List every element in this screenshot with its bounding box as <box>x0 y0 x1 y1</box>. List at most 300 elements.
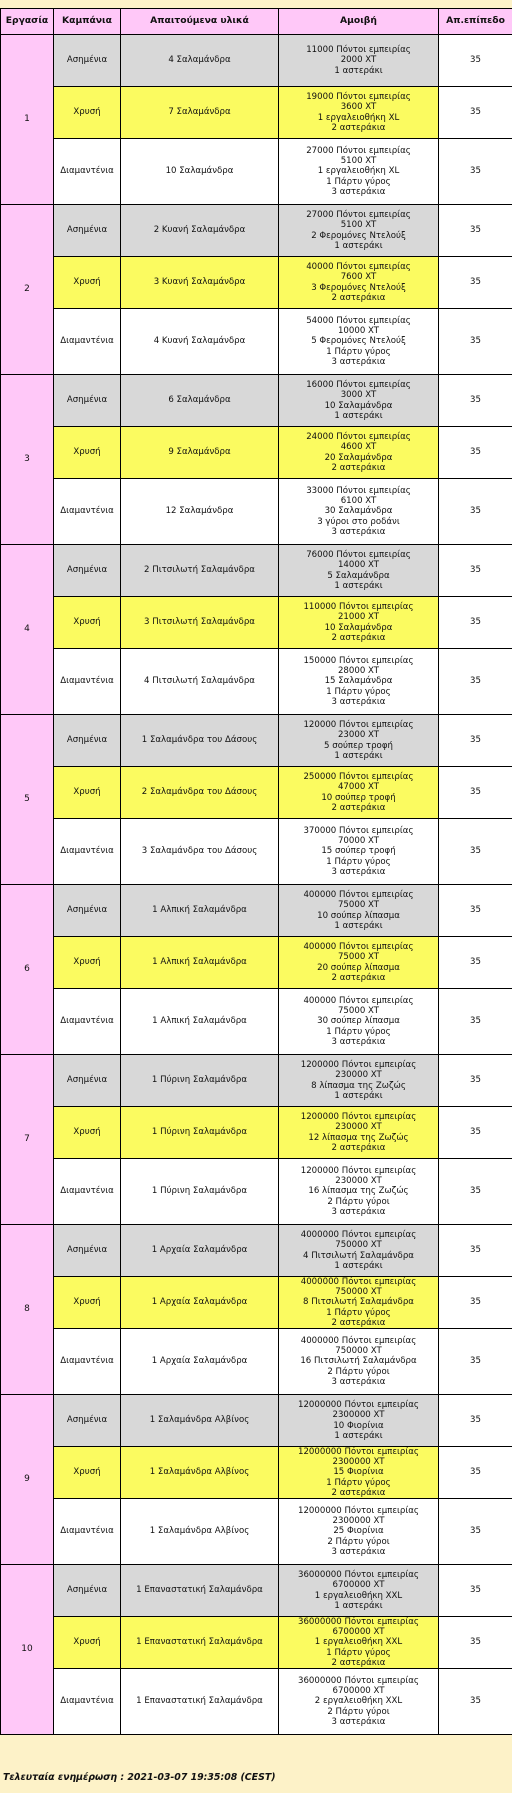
reward-line: 3 αστεράκια <box>331 1546 386 1557</box>
table-row <box>1 819 512 885</box>
reward-line: 3 αστεράκια <box>331 696 386 707</box>
required-level: 35 <box>439 1499 512 1565</box>
quest-number: 6 <box>1 885 54 1055</box>
table-row <box>1 375 512 427</box>
reward-line: 2000 XT <box>340 55 377 66</box>
reward-line: 4000000 Πόντοι εμπειρίας <box>300 1277 417 1287</box>
reward-line: 2300000 XT <box>332 1457 385 1468</box>
reward-line: 27000 Πόντοι εμπειρίας <box>306 210 411 221</box>
required-level: 35 <box>439 649 512 715</box>
reward-line: 19000 Πόντοι εμπειρίας <box>306 92 411 103</box>
campaign-tier: Ασημένια <box>54 35 121 87</box>
reward-line: 2 αστεράκια <box>331 122 386 133</box>
reward-line: 3 αστεράκια <box>331 356 386 367</box>
table-row <box>1 1395 512 1447</box>
campaign-tier: Διαμαντένια <box>54 479 121 545</box>
table-row <box>1 1277 512 1329</box>
required-level: 35 <box>439 1277 512 1329</box>
required-materials: 1 Αλπική Σαλαμάνδρα <box>121 885 279 937</box>
reward-line: 1 αστεράκι <box>334 240 383 251</box>
required-materials: 1 Πύρινη Σαλαμάνδρα <box>121 1055 279 1107</box>
reward-line: 5100 XT <box>340 220 377 231</box>
quest-number: 10 <box>1 1565 54 1735</box>
reward-line: 3 αστεράκια <box>331 1716 386 1727</box>
reward-line: 7600 XT <box>340 272 377 283</box>
reward-line: 1 Πάρτυ γύρος <box>326 1307 391 1318</box>
table-row <box>1 87 512 139</box>
reward-line: 76000 Πόντοι εμπειρίας <box>306 550 411 561</box>
reward-line: 3600 XT <box>340 102 377 113</box>
reward-line: 10 Σαλαμάνδρα <box>324 622 393 633</box>
reward-line: 14000 XT <box>337 560 380 571</box>
required-level: 35 <box>439 139 512 205</box>
reward-line: 47000 XT <box>337 782 380 793</box>
reward-line: 400000 Πόντοι εμπειρίας <box>303 890 414 901</box>
reward-line: 3 Φερομόνες Ντελούξ <box>311 282 406 293</box>
campaign-tier: Διαμαντένια <box>54 309 121 375</box>
reward-line: 1 Πάρτυ γύρος <box>326 346 391 357</box>
reward-line: 230000 XT <box>335 1176 382 1187</box>
required-level: 35 <box>439 1395 512 1447</box>
reward-line: 1 αστεράκι <box>334 410 383 421</box>
required-materials: 1 Πύρινη Σαλαμάνδρα <box>121 1159 279 1225</box>
last-updated: Τελευταία ενημέρωση : 2021-03-07 19:35:08 (CEST) <box>3 1772 276 1783</box>
reward-line: 2 αστεράκια <box>331 292 386 303</box>
table-header <box>1 9 512 35</box>
required-level: 35 <box>439 1159 512 1225</box>
reward-line: 750000 XT <box>335 1240 382 1251</box>
campaign-tier: Χρυσή <box>54 1617 121 1669</box>
required-materials: 1 Αλπική Σαλαμάνδρα <box>121 989 279 1055</box>
required-level: 35 <box>439 545 512 597</box>
reward-line: 1 Πάρτυ γύρος <box>326 1477 391 1488</box>
required-materials: 3 Πιτσιλωτή Σαλαμάνδρα <box>121 597 279 649</box>
required-materials: 6 Σαλαμάνδρα <box>121 375 279 427</box>
reward-line: 2 αστεράκια <box>331 462 386 473</box>
table-row <box>1 1159 512 1225</box>
reward-line: 400000 Πόντοι εμπειρίας <box>303 995 414 1006</box>
table-row <box>1 1617 512 1669</box>
required-materials: 7 Σαλαμάνδρα <box>121 87 279 139</box>
reward-line: 2 Πάρτυ γύροι <box>327 1706 390 1717</box>
reward-line: 12 λίπασμα της Ζωζώς <box>308 1132 409 1143</box>
reward-line: 230000 XT <box>335 1122 382 1133</box>
campaign-tier: Διαμαντένια <box>54 649 121 715</box>
reward-cell <box>279 1159 439 1225</box>
reward-cell <box>279 1225 439 1277</box>
table-row <box>1 427 512 479</box>
reward-line: 4600 XT <box>340 442 377 453</box>
reward-cell <box>279 257 439 309</box>
required-materials: 1 Επαναστατική Σαλαμάνδρα <box>121 1617 279 1669</box>
reward-cell <box>279 715 439 767</box>
reward-line: 36000000 Πόντοι εμπειρίας <box>298 1617 419 1628</box>
reward-cell <box>279 375 439 427</box>
reward-line: 2 αστεράκια <box>331 632 386 643</box>
required-level: 35 <box>439 35 512 87</box>
reward-cell <box>279 885 439 937</box>
reward-line: 12000000 Πόντοι εμπειρίας <box>298 1400 419 1411</box>
campaign-tier: Χρυσή <box>54 1447 121 1499</box>
table-row <box>1 309 512 375</box>
reward-line: 6700000 XT <box>332 1580 385 1591</box>
reward-cell <box>279 309 439 375</box>
header-row <box>1 9 512 35</box>
reward-line: 15 Φιορίνια <box>333 1467 384 1478</box>
quest-number: 7 <box>1 1055 54 1225</box>
reward-line: 2 εργαλειοθήκη XXL <box>314 1696 403 1707</box>
reward-line: 75000 XT <box>337 1006 380 1017</box>
table-row <box>1 1669 512 1735</box>
reward-cell <box>279 937 439 989</box>
campaign-tier: Ασημένια <box>54 715 121 767</box>
reward-cell <box>279 205 439 257</box>
reward-line: 15 Σαλαμάνδρα <box>324 676 393 687</box>
reward-line: 11000 Πόντοι εμπειρίας <box>306 45 411 56</box>
campaign-tier: Διαμαντένια <box>54 989 121 1055</box>
reward-line: 16000 Πόντοι εμπειρίας <box>306 380 411 391</box>
reward-line: 5100 XT <box>340 156 377 167</box>
reward-cell <box>279 87 439 139</box>
campaign-tier: Ασημένια <box>54 1565 121 1617</box>
reward-line: 2 αστεράκια <box>331 1317 386 1328</box>
reward-line: 1 Πάρτυ γύρος <box>326 1647 391 1658</box>
required-level: 35 <box>439 1447 512 1499</box>
table-row <box>1 767 512 819</box>
required-materials: 4 Σαλαμάνδρα <box>121 35 279 87</box>
required-level: 35 <box>439 597 512 649</box>
table-row <box>1 545 512 597</box>
reward-line: 1 Πάρτυ γύρος <box>326 856 391 867</box>
reward-line: 3000 XT <box>340 390 377 401</box>
required-level: 35 <box>439 1107 512 1159</box>
reward-line: 33000 Πόντοι εμπειρίας <box>306 485 411 496</box>
required-materials: 1 Σαλαμάνδρα Αλβίνος <box>121 1447 279 1499</box>
reward-line: 30 Σαλαμάνδρα <box>324 506 393 517</box>
required-materials: 1 Επαναστατική Σαλαμάνδρα <box>121 1565 279 1617</box>
reward-line: 54000 Πόντοι εμπειρίας <box>306 315 411 326</box>
required-level: 35 <box>439 885 512 937</box>
reward-line: 3 αστεράκια <box>331 1206 386 1217</box>
required-level: 35 <box>439 1329 512 1395</box>
campaign-tier: Ασημένια <box>54 375 121 427</box>
reward-line: 3 αστεράκια <box>331 1036 386 1047</box>
table-row <box>1 479 512 545</box>
reward-line: 1 αστεράκι <box>334 1600 383 1611</box>
quest-number: 1 <box>1 35 54 205</box>
header-campaign: Καμπάνια <box>54 9 121 35</box>
quest-number: 8 <box>1 1225 54 1395</box>
header-quest: Εργασία <box>1 9 54 35</box>
reward-cell <box>279 1329 439 1395</box>
reward-line: 120000 Πόντοι εμπειρίας <box>303 720 414 731</box>
reward-line: 10 Σαλαμάνδρα <box>324 400 393 411</box>
reward-line: 28000 XT <box>337 666 380 677</box>
reward-cell <box>279 1499 439 1565</box>
reward-line: 2 αστεράκια <box>331 972 386 983</box>
campaign-tier: Διαμαντένια <box>54 1329 121 1395</box>
required-materials: 1 Αρχαία Σαλαμάνδρα <box>121 1225 279 1277</box>
reward-line: 2 Πάρτυ γύροι <box>327 1366 390 1377</box>
reward-line: 3 γύροι στο ροδάνι <box>317 516 400 527</box>
reward-line: 8 λίπασμα της Ζωζώς <box>311 1080 406 1091</box>
required-materials: 3 Κυανή Σαλαμάνδρα <box>121 257 279 309</box>
reward-line: 3 αστεράκια <box>331 1376 386 1387</box>
reward-line: 1 εργαλειοθήκη XL <box>317 166 400 177</box>
campaign-tier: Χρυσή <box>54 597 121 649</box>
campaign-tier: Διαμαντένια <box>54 139 121 205</box>
reward-line: 150000 Πόντοι εμπειρίας <box>303 655 414 666</box>
header-materials: Απαιτούμενα υλικά <box>121 9 279 35</box>
reward-cell <box>279 1107 439 1159</box>
reward-cell <box>279 479 439 545</box>
campaign-tier: Χρυσή <box>54 1107 121 1159</box>
table-row <box>1 1565 512 1617</box>
required-level: 35 <box>439 1669 512 1735</box>
reward-line: 12000000 Πόντοι εμπειρίας <box>298 1447 419 1458</box>
reward-line: 230000 XT <box>335 1070 382 1081</box>
reward-line: 110000 Πόντοι εμπειρίας <box>303 602 414 613</box>
reward-line: 2 Πάρτυ γύροι <box>327 1536 390 1547</box>
reward-line: 4000000 Πόντοι εμπειρίας <box>300 1230 417 1241</box>
required-level: 35 <box>439 937 512 989</box>
table-row <box>1 1107 512 1159</box>
required-materials: 4 Κυανή Σαλαμάνδρα <box>121 309 279 375</box>
table-row <box>1 885 512 937</box>
quest-number: 4 <box>1 545 54 715</box>
reward-line: 1200000 Πόντοι εμπειρίας <box>300 1165 417 1176</box>
required-materials: 10 Σαλαμάνδρα <box>121 139 279 205</box>
required-materials: 1 Σαλαμάνδρα Αλβίνος <box>121 1499 279 1565</box>
quest-number: 9 <box>1 1395 54 1565</box>
required-level: 35 <box>439 1055 512 1107</box>
reward-cell <box>279 1055 439 1107</box>
campaign-tier: Χρυσή <box>54 87 121 139</box>
reward-cell <box>279 545 439 597</box>
reward-line: 3 αστεράκια <box>331 526 386 537</box>
reward-cell <box>279 35 439 87</box>
reward-line: 4 Πιτσιλωτή Σαλαμάνδρα <box>303 1250 414 1261</box>
table-row <box>1 257 512 309</box>
reward-line: 1 εργαλειοθήκη XXL <box>314 1590 403 1601</box>
reward-line: 24000 Πόντοι εμπειρίας <box>306 432 411 443</box>
reward-line: 1200000 Πόντοι εμπειρίας <box>300 1112 417 1123</box>
reward-cell <box>279 1395 439 1447</box>
required-materials: 1 Αρχαία Σαλαμάνδρα <box>121 1277 279 1329</box>
header-reward: Αμοιβή <box>279 9 439 35</box>
reward-line: 5 Φερομόνες Ντελούξ <box>311 336 406 347</box>
reward-line: 3 αστεράκια <box>331 186 386 197</box>
campaign-tier: Χρυσή <box>54 427 121 479</box>
campaign-tier: Χρυσή <box>54 937 121 989</box>
reward-line: 3 αστεράκια <box>331 866 386 877</box>
required-materials: 1 Αλπική Σαλαμάνδρα <box>121 937 279 989</box>
reward-line: 2 αστεράκια <box>331 1487 386 1498</box>
reward-line: 5 Σαλαμάνδρα <box>327 570 390 581</box>
reward-line: 2 αστεράκια <box>331 802 386 813</box>
reward-cell <box>279 1669 439 1735</box>
reward-line: 15 σούπερ τροφή <box>321 846 396 857</box>
required-materials: 3 Σαλαμάνδρα του Δάσους <box>121 819 279 885</box>
campaign-tier: Διαμαντένια <box>54 1499 121 1565</box>
campaign-tier: Χρυσή <box>54 1277 121 1329</box>
campaign-tier: Χρυσή <box>54 257 121 309</box>
reward-line: 1 εργαλειοθήκη XXL <box>314 1637 403 1648</box>
reward-line: 75000 XT <box>337 900 380 911</box>
required-level: 35 <box>439 819 512 885</box>
campaign-tier: Ασημένια <box>54 545 121 597</box>
reward-line: 1 αστεράκι <box>334 920 383 931</box>
required-level: 35 <box>439 427 512 479</box>
required-materials: 1 Σαλαμάνδρα του Δάσους <box>121 715 279 767</box>
required-materials: 1 Πύρινη Σαλαμάνδρα <box>121 1107 279 1159</box>
required-materials: 1 Αρχαία Σαλαμάνδρα <box>121 1329 279 1395</box>
reward-line: 1 αστεράκι <box>334 1090 383 1101</box>
reward-line: 36000000 Πόντοι εμπειρίας <box>298 1676 419 1687</box>
required-level: 35 <box>439 715 512 767</box>
reward-line: 1 εργαλειοθήκη XL <box>317 112 400 123</box>
table-row <box>1 649 512 715</box>
reward-cell <box>279 427 439 479</box>
reward-line: 70000 XT <box>337 836 380 847</box>
reward-line: 2 αστεράκια <box>331 1657 386 1668</box>
campaign-tier: Διαμαντένια <box>54 1669 121 1735</box>
quest-number: 2 <box>1 205 54 375</box>
reward-line: 2300000 XT <box>332 1410 385 1421</box>
table-row <box>1 1329 512 1395</box>
required-materials: 2 Πιτσιλωτή Σαλαμάνδρα <box>121 545 279 597</box>
reward-line: 20 Σαλαμάνδρα <box>324 452 393 463</box>
required-materials: 12 Σαλαμάνδρα <box>121 479 279 545</box>
reward-line: 16 Πιτσιλωτή Σαλαμάνδρα <box>300 1356 417 1367</box>
reward-line: 2 Πάρτυ γύροι <box>327 1196 390 1207</box>
campaign-tier: Διαμαντένια <box>54 1159 121 1225</box>
reward-line: 1 Πάρτυ γύρος <box>326 1026 391 1037</box>
reward-line: 21000 XT <box>337 612 380 623</box>
required-level: 35 <box>439 479 512 545</box>
reward-line: 10 σούπερ τροφή <box>321 792 396 803</box>
reward-line: 370000 Πόντοι εμπειρίας <box>303 825 414 836</box>
quest-number: 3 <box>1 375 54 545</box>
reward-line: 750000 XT <box>335 1346 382 1357</box>
reward-cell <box>279 767 439 819</box>
reward-cell <box>279 1277 439 1329</box>
table-row <box>1 937 512 989</box>
required-level: 35 <box>439 1225 512 1277</box>
reward-line: 1200000 Πόντοι εμπειρίας <box>300 1060 417 1071</box>
reward-line: 12000000 Πόντοι εμπειρίας <box>298 1506 419 1517</box>
table-row <box>1 989 512 1055</box>
required-materials: 4 Πιτσιλωτή Σαλαμάνδρα <box>121 649 279 715</box>
required-materials: 1 Επαναστατική Σαλαμάνδρα <box>121 1669 279 1735</box>
reward-line: 20 σούπερ λίπασμα <box>317 962 400 973</box>
reward-line: 36000000 Πόντοι εμπειρίας <box>298 1570 419 1581</box>
reward-line: 40000 Πόντοι εμπειρίας <box>306 262 411 273</box>
reward-line: 6700000 XT <box>332 1686 385 1697</box>
reward-line: 25 Φιορίνια <box>333 1526 384 1537</box>
reward-line: 8 Πιτσιλωτή Σαλαμάνδρα <box>303 1297 414 1308</box>
reward-line: 10000 XT <box>337 326 380 337</box>
campaign-tier: Ασημένια <box>54 1395 121 1447</box>
required-materials: 1 Σαλαμάνδρα Αλβίνος <box>121 1395 279 1447</box>
campaign-tier: Διαμαντένια <box>54 819 121 885</box>
table-row <box>1 1225 512 1277</box>
reward-cell <box>279 1617 439 1669</box>
table-row <box>1 139 512 205</box>
reward-line: 1 Πάρτυ γύρος <box>326 176 391 187</box>
table-row <box>1 35 512 87</box>
campaign-tier: Χρυσή <box>54 767 121 819</box>
reward-line: 6700000 XT <box>332 1627 385 1638</box>
table-row <box>1 1499 512 1565</box>
required-level: 35 <box>439 1565 512 1617</box>
required-level: 35 <box>439 767 512 819</box>
required-level: 35 <box>439 1617 512 1669</box>
reward-cell <box>279 139 439 205</box>
required-level: 35 <box>439 375 512 427</box>
reward-line: 750000 XT <box>335 1287 382 1298</box>
reward-line: 1 αστεράκι <box>334 580 383 591</box>
required-level: 35 <box>439 309 512 375</box>
reward-cell <box>279 1565 439 1617</box>
reward-line: 6100 XT <box>340 496 377 507</box>
table-body <box>1 35 512 1735</box>
reward-line: 5 σούπερ τροφή <box>324 740 393 751</box>
reward-cell <box>279 819 439 885</box>
reward-cell <box>279 1447 439 1499</box>
reward-line: 1 αστεράκι <box>334 1430 383 1441</box>
reward-line: 30 σούπερ λίπασμα <box>317 1016 400 1027</box>
reward-line: 16 λίπασμα της Ζωζώς <box>308 1186 409 1197</box>
campaign-tier: Ασημένια <box>54 205 121 257</box>
required-materials: 2 Κυανή Σαλαμάνδρα <box>121 205 279 257</box>
reward-line: 1 αστεράκι <box>334 65 383 76</box>
table-row <box>1 597 512 649</box>
campaign-tier: Ασημένια <box>54 1225 121 1277</box>
reward-line: 4000000 Πόντοι εμπειρίας <box>300 1336 417 1346</box>
reward-line: 1 Πάρτυ γύρος <box>326 686 391 697</box>
table-row <box>1 205 512 257</box>
reward-line: 2 αστεράκια <box>331 1142 386 1153</box>
table-row <box>1 1055 512 1107</box>
required-materials: 2 Σαλαμάνδρα του Δάσους <box>121 767 279 819</box>
required-level: 35 <box>439 205 512 257</box>
required-level: 35 <box>439 989 512 1055</box>
required-level: 35 <box>439 257 512 309</box>
reward-line: 1 αστεράκι <box>334 750 383 761</box>
reward-line: 250000 Πόντοι εμπειρίας <box>303 772 414 783</box>
required-level: 35 <box>439 87 512 139</box>
required-materials: 9 Σαλαμάνδρα <box>121 427 279 479</box>
reward-line: 1 αστεράκι <box>334 1260 383 1271</box>
header-level: Απ.επίπεδο <box>439 9 512 35</box>
reward-line: 2300000 XT <box>332 1516 385 1527</box>
campaign-tier: Ασημένια <box>54 1055 121 1107</box>
quest-number: 5 <box>1 715 54 885</box>
reward-line: 10 σούπερ λίπασμα <box>317 910 400 921</box>
quest-table <box>0 8 512 1735</box>
table-row <box>1 1447 512 1499</box>
reward-line: 2 Φερομόνες Ντελούξ <box>311 230 406 241</box>
reward-line: 75000 XT <box>337 952 380 963</box>
reward-cell <box>279 989 439 1055</box>
reward-cell <box>279 649 439 715</box>
reward-cell <box>279 597 439 649</box>
table-row <box>1 715 512 767</box>
reward-line: 10 Φιορίνια <box>333 1420 384 1431</box>
reward-line: 23000 XT <box>337 730 380 741</box>
reward-line: 400000 Πόντοι εμπειρίας <box>303 942 414 953</box>
